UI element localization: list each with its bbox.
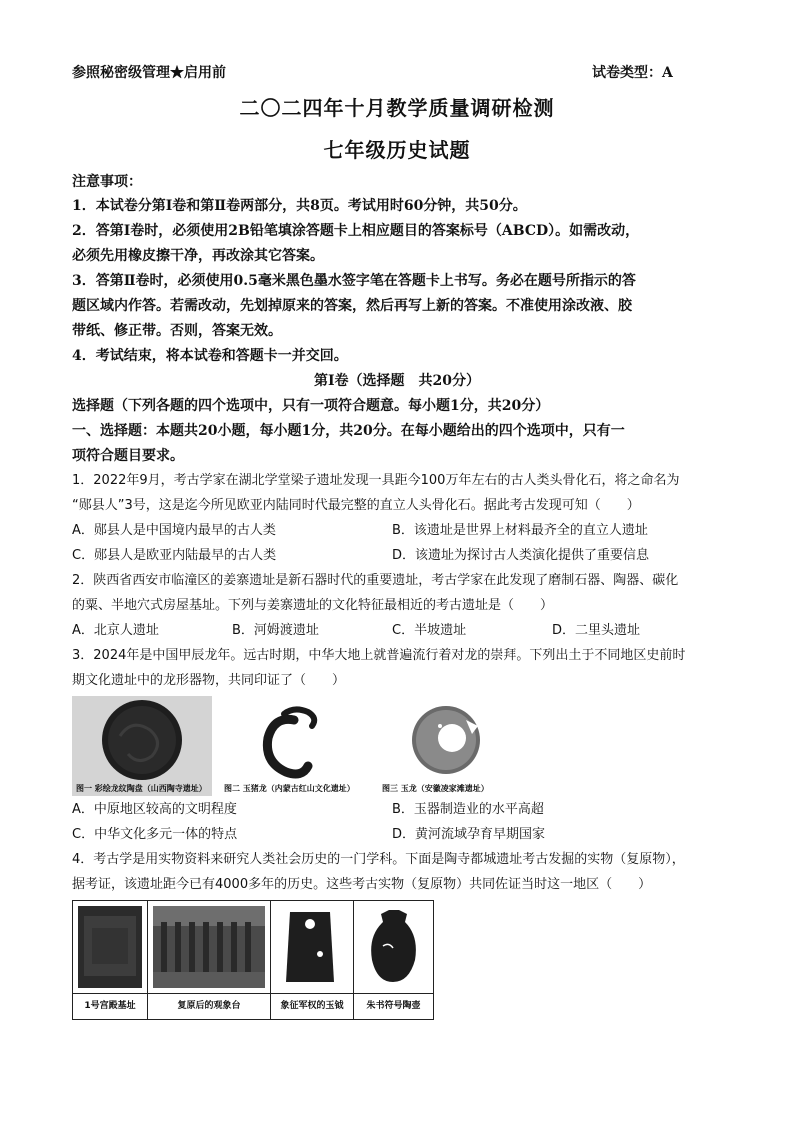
part-title-cont: 项符合题目要求。 [72, 448, 184, 464]
q4-photo-caption-4: 朱书符号陶壶 [354, 993, 433, 1019]
q4-photo-cell-3 [271, 901, 354, 1019]
subject-title: 七年级历史试题 [323, 138, 471, 162]
q3-stem-cont: 期文化遗址中的龙形器物，共同印证了（ ） [72, 673, 346, 688]
notice-item-3-cont: 题区域内作答。若需改动，先划掉原来的答案，然后再写上新的答案。不准使用涂改液、胶 [72, 298, 632, 314]
painted-dragon-plate-image [72, 696, 212, 796]
jade-axe-image [276, 906, 348, 988]
q3-option-d: D．黄河流域孕育早期国家 [392, 827, 546, 842]
q1-stem-cont: “郧县人”3号，这是迄今所见欧亚内陆同时代最完整的直立人头骨化石。据此考古发现可知（ ） [72, 498, 640, 513]
q2-option-b: B．河姆渡遗址 [232, 623, 319, 638]
part-title: 一、选择题：本题共20小题，每小题1分，共20分。在每小题给出的四个选项中，只有一 [72, 423, 625, 439]
q2-option-a: A．北京人遗址 [72, 623, 159, 638]
q3-figure-2 [222, 696, 372, 796]
notice-item-3-end: 带纸、修正带。否则，答案无效。 [72, 323, 282, 339]
q1-option-d: D．该遗址为探讨古人类演化提供了重要信息 [392, 548, 650, 563]
jade-dragon-image [380, 696, 512, 796]
q1-option-c: C．郧县人是欧亚内陆最早的古人类 [72, 548, 277, 563]
q3-option-b: B．玉器制造业的水平高超 [392, 802, 544, 817]
q3-option-c: C．中华文化多元一体的特点 [72, 827, 238, 842]
notice-item-1: 1．本试卷分第Ⅰ卷和第Ⅱ卷两部分，共8页。考试用时60分钟，共50分。 [72, 198, 527, 214]
q4-photo-caption-2: 复原后的观象台 [148, 993, 270, 1019]
notice-item-2-cont: 必须先用橡皮擦干净，再改涂其它答案。 [72, 248, 324, 264]
notice-item-3: 3．答第Ⅱ卷时，必须使用0.5毫米黑色墨水签字笔在答题卡上书写。务必在题号所指示的答 [72, 273, 636, 289]
q4-stem: 4．考古学是用实物资料来研究人类社会历史的一门学科。下面是陶寺都城遗址考古发掘的实物（复原物）， [72, 852, 685, 867]
q4-photo-table [72, 900, 434, 1020]
q3-figure-2-caption: 图二 玉猪龙（内蒙古红山文化遗址） [224, 784, 355, 793]
jade-pig-dragon-image [222, 696, 372, 796]
notice-item-4: 4．考试结束，将本试卷和答题卡一并交回。 [72, 348, 348, 364]
section-title: 第Ⅰ卷（选择题 共20分） [313, 373, 481, 389]
q4-stem-cont: 据考证，该遗址距今已有4000多年的历史。这些考古实物（复原物）共同佐证当时这一地区（ ） [72, 877, 652, 892]
q3-figure-row [72, 696, 512, 796]
q2-stem-cont: 的粟、半地穴式房屋基址。下列与姜寨遗址的文化特征最相近的考古遗址是（ ） [72, 598, 554, 613]
q3-option-a: A．中原地区较高的文明程度 [72, 802, 237, 817]
q3-figure-1 [72, 696, 212, 796]
q4-photo-cell-2 [148, 901, 271, 1019]
q4-photo-caption-3: 象征军权的玉钺 [271, 993, 353, 1019]
q2-stem: 2．陕西省西安市临潼区的姜寨遗址是新石器时代的重要遗址，考古学家在此发现了磨制石器、陶器、碳化 [72, 573, 679, 588]
q1-stem: 1．2022年9月，考古学家在湖北学堂梁子遗址发现一具距今100万年左右的古人类头骨化石，将之命名为 [72, 473, 680, 488]
q3-figure-1-caption: 图一 彩绘龙纹陶盘（山西陶寺遗址） [76, 784, 207, 793]
observatory-image [153, 906, 265, 988]
q2-option-d: D．二里头遗址 [552, 623, 641, 638]
q3-figure-3-caption: 图三 玉龙（安徽凌家滩遗址） [382, 784, 489, 793]
pottery-flask-image [359, 906, 428, 988]
q4-photo-cell-4 [354, 901, 433, 1019]
q2-option-c: C．半坡遗址 [392, 623, 467, 638]
exam-title: 二〇二四年十月教学质量调研检测 [239, 96, 555, 120]
notice-item-2: 2．答第Ⅰ卷时，必须使用2B铅笔填涂答题卡上相应题目的答案标号（ABCD）。如需改动， [72, 223, 640, 239]
q4-photo-cell-1 [73, 901, 148, 1019]
q3-stem: 3．2024年是中国甲辰龙年。远古时期，中华大地上就普遍流行着对龙的崇拜。下列出土于不同地区史前时 [72, 648, 686, 663]
section-instruction: 选择题（下列各题的四个选项中，只有一项符合题意。每小题1分，共20分） [72, 398, 550, 414]
paper-type-label: 试卷类型：A [592, 65, 673, 81]
q1-option-a: A．郧县人是中国境内最早的古人类 [72, 523, 276, 538]
notice-heading: 注意事项： [72, 174, 142, 190]
palace-foundation-image [78, 906, 142, 988]
q1-option-b: B．该遗址是世界上材料最齐全的直立人遗址 [392, 523, 648, 538]
confidential-label: 参照秘密级管理★启用前 [72, 65, 226, 81]
q4-photo-caption-1: 1号宫殿基址 [73, 993, 147, 1019]
q3-figure-3 [380, 696, 512, 796]
